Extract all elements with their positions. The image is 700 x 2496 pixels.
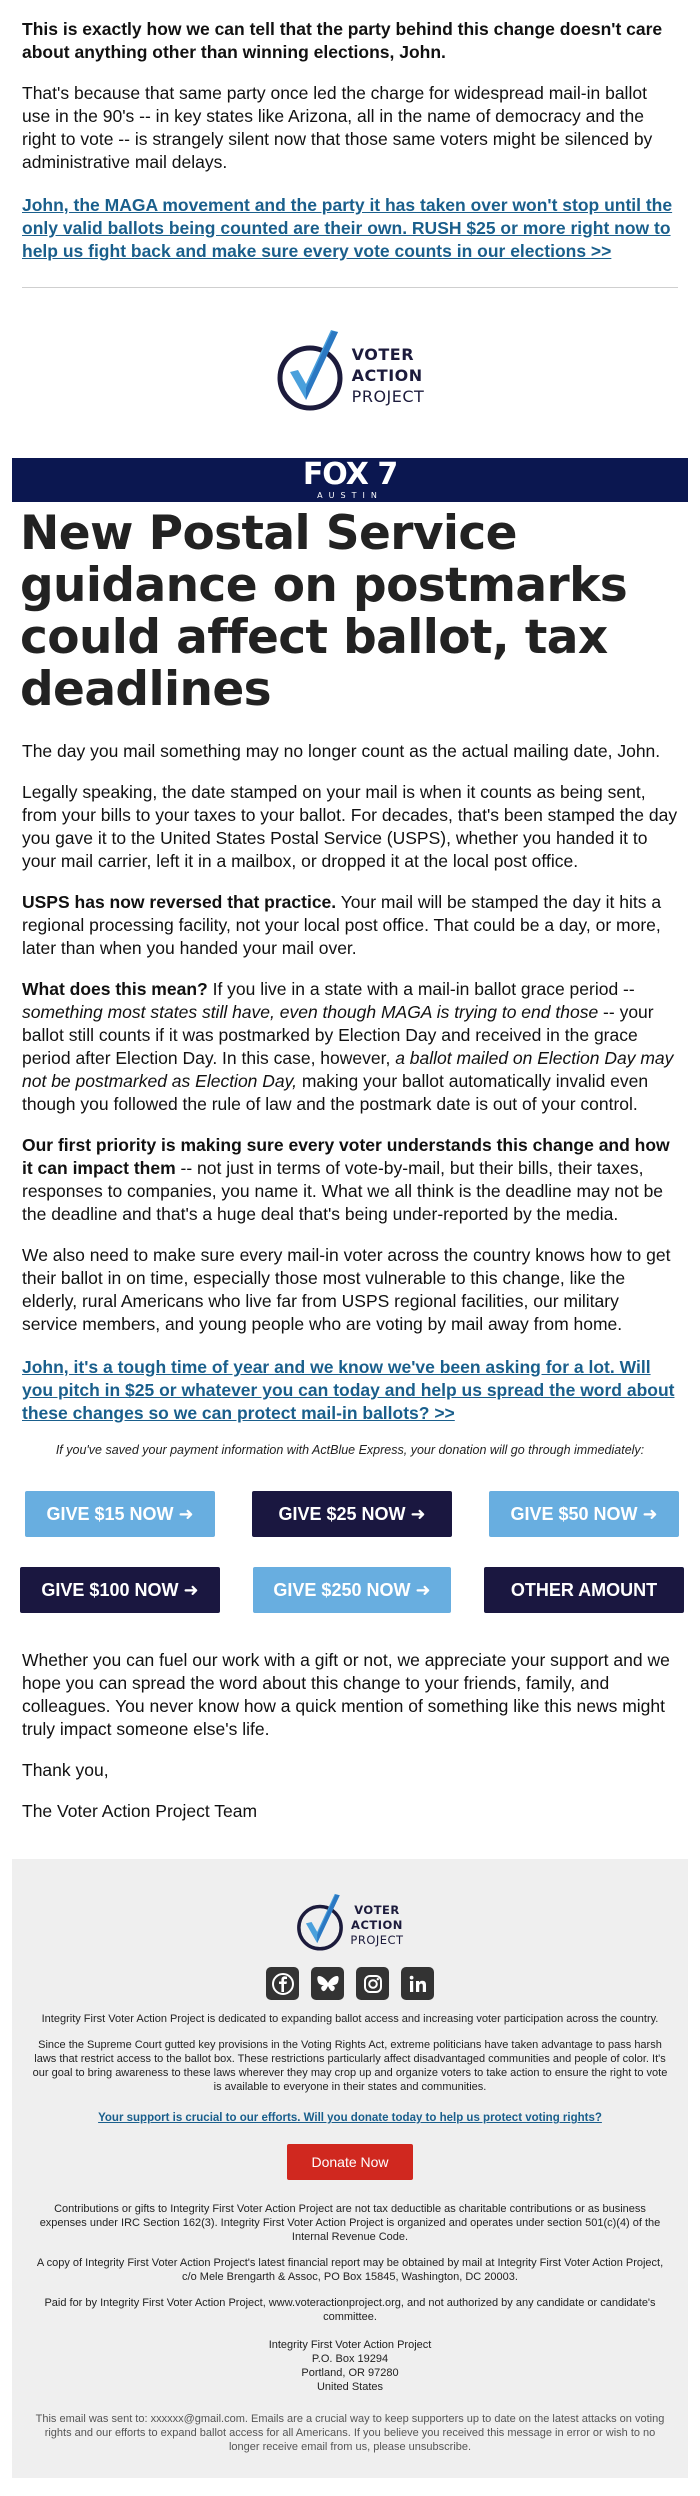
closing-thanks: Thank you,	[22, 1760, 109, 1780]
instagram-icon[interactable]	[356, 1967, 389, 2000]
article-p5	[22, 1134, 678, 1226]
article-p4-text-c: making your ballot automatically invalid even though you followed the rule of law and the postmark date is out of your control.	[22, 1071, 649, 1114]
article-p4-text-a: If you live in a state with a mail-in ballot grace period --	[207, 979, 635, 999]
footer-address	[12, 2338, 688, 2394]
footer-logo	[12, 1859, 688, 1953]
footer-tax-disclaimer: Contributions or gifts to Integrity First Voter Action Project are not tax deductible as charitable contributions or as business expenses under IRC Section 162(3). Integrity First Voter Action Project is organized and operates under section 501(c)(4) of the Internal Revenue Code.	[39, 2203, 661, 2243]
footer-logo-line-voter: VOTER	[354, 1902, 400, 1917]
article-p2: Legally speaking, the date stamped on your mail is when it counts as being sent, from your bills to your taxes to your ballot. For decades, that's been stamped the day you gave it to the United States Postal Service (USPS), whether you handed it to your mail carrier, left it in a mailbox, or dropped it at the local post office.	[22, 782, 678, 871]
address-line-country: United States	[316, 2381, 384, 2393]
give-100-button[interactable]: GIVE $100 NOW ➜	[20, 1567, 220, 1613]
give-50-button[interactable]: GIVE $50 NOW ➜	[489, 1491, 679, 1537]
article-p3	[22, 891, 678, 960]
footer	[12, 1859, 688, 2478]
address-line-org: Integrity First Voter Action Project	[268, 2339, 432, 2351]
address-line-box: P.O. Box 19294	[311, 2353, 389, 2365]
give-250-button[interactable]: GIVE $250 NOW ➜	[253, 1567, 451, 1613]
article-p3-rest: Your mail will be stamped the day it hits a regional processing facility, not your local post office. That could be a day, or more, later than when you handed your mail over.	[22, 892, 662, 958]
article-p5-bold: Our first priority is making sure every voter understands this change and how it can impact them	[22, 1135, 670, 1178]
voter-action-project-logo	[0, 326, 700, 414]
logo-line-voter: VOTER	[351, 344, 415, 364]
closing-paragraph: Whether you can fuel our work with a gift or not, we appreciate your support and we hope you can spread the word about this change to your friends, family, and colleagues. You never know how a quick mention of something like this news might truly impact someone else's life.	[22, 1650, 670, 1739]
intro-lead: This is exactly how we can tell that the party behind this change doesn't care about anything other than winning elections, John.	[22, 19, 663, 62]
article-p5-rest: -- not just in terms of vote-by-mail, but their bills, their taxes, responses to companies, you name it. What we all think is the deadline may not be the deadline and that's a huge deal that's being under-reported by the media.	[22, 1158, 664, 1224]
give-25-button[interactable]: GIVE $25 NOW ➜	[252, 1491, 452, 1537]
actblue-note: If you've saved your payment information with ActBlue Express, your donation will go through immediately:	[55, 1443, 645, 1457]
article-p4-italic-1: something most states still have, even though MAGA is trying to end those	[22, 1002, 599, 1022]
linkedin-icon[interactable]	[401, 1967, 434, 2000]
intro-donate-link[interactable]: John, the MAGA movement and the party it has taken over won't stop until the only valid ballots being counted are their own. RUSH $25 or more right now to help us fight back and make sure every vote counts in our elections >>	[22, 195, 673, 261]
footer-checkmark-logo-icon	[296, 1891, 344, 1953]
footer-logo-line-action: ACTION	[351, 1917, 403, 1932]
footer-paid-for: Paid for by Integrity First Voter Action Project, www.voteractionproject.org, and not authorized by any candidate or candidate's committee.	[44, 2297, 656, 2323]
logo-line-action: ACTION	[351, 365, 423, 385]
article-p4-italic-2: a ballot mailed on Election Day may not be postmarked as Election Day,	[22, 1048, 674, 1091]
fox7-city: AUSTIN	[317, 491, 383, 500]
article-headline: New Postal Service guidance on postmarks could affect ballot, tax deadlines	[20, 506, 628, 717]
logo-line-project: PROJECT	[351, 386, 425, 406]
footer-support-link[interactable]: Your support is crucial to our efforts. Will you donate today to help us protect voting rights?	[98, 2112, 602, 2124]
article-p3-bold: USPS has now reversed that practice.	[22, 892, 337, 912]
fox7-brand: FOX 7	[302, 457, 398, 492]
article-p4-text-b: -- your ballot still counts if it was postmarked by Election Day and received in the grace period after Election Day. In this case, however,	[22, 1002, 654, 1068]
article-p4	[22, 978, 678, 1116]
divider	[22, 287, 678, 288]
footer-sent-notice: This email was sent to: xxxxxx@gmail.com. Emails are a crucial way to keep supporters up to date on the latest attacks on voting rights and our efforts to expand ballot access for all Americans. If you believe you received this message in error or wish to no longer receive email from us, please unsubscribe.	[35, 2413, 665, 2453]
article-p1: The day you mail something may no longer count as the actual mailing date, John.	[22, 741, 661, 761]
intro-paragraph: That's because that same party once led the charge for widespread mail-in ballot use in the 90's -- in key states like Arizona, all in the name of democracy and the right to vote -- is strangely silent now that those same voters might be silenced by administrative mail delays.	[22, 83, 653, 172]
donate-now-button[interactable]: Donate Now	[287, 2144, 412, 2180]
social-links	[12, 1967, 688, 2000]
footer-about: Since the Supreme Court gutted key provisions in the Voting Rights Act, extreme politicians have taken advantage to pass harsh laws that restrict access to the ballot box. These restrictions particularly affect disadvantaged communities and people of color. It's our goal to bring awareness to these laws wherever they may crop up and organize voters to take action to ensure the right to vote is available to everyone in their states and communities.	[32, 2039, 668, 2093]
bluesky-icon[interactable]	[311, 1967, 344, 2000]
article-p4-bold: What does this mean?	[22, 979, 208, 999]
closing-signature: The Voter Action Project Team	[22, 1801, 258, 1821]
checkmark-logo-icon	[276, 326, 344, 414]
article-p6: We also need to make sure every mail-in voter across the country knows how to get their ballot in on time, especially those most vulnerable to this change, like the elderly, rural Americans who live far from USPS regional facilities, our military service members, and young people who are voting by mail away from home.	[22, 1245, 671, 1334]
facebook-icon[interactable]	[266, 1967, 299, 2000]
address-line-city: Portland, OR 97280	[301, 2367, 399, 2379]
other-amount-button[interactable]: OTHER AMOUNT	[484, 1567, 684, 1613]
footer-financial-report: A copy of Integrity First Voter Action Project's latest financial report may be obtained by mail at Integrity First Voter Action Project, c/o Mele Brengarth & Assoc, PO Box 15845, Washington, DC 20003.	[36, 2257, 664, 2283]
donation-buttons	[0, 1491, 700, 1613]
article-donate-link[interactable]: John, it's a tough time of year and we know we've been asking for a lot. Will you pitch in $25 or whatever you can today and help us spread the word about these changes so we can protect mail-in ballots? >>	[22, 1357, 675, 1423]
give-15-button[interactable]: GIVE $15 NOW ➜	[25, 1491, 215, 1537]
footer-mission: Integrity First Voter Action Project is dedicated to expanding ballot access and increasing voter participation across the country.	[41, 2013, 659, 2025]
fox7-banner	[12, 458, 688, 502]
footer-logo-line-project: PROJECT	[350, 1932, 404, 1947]
